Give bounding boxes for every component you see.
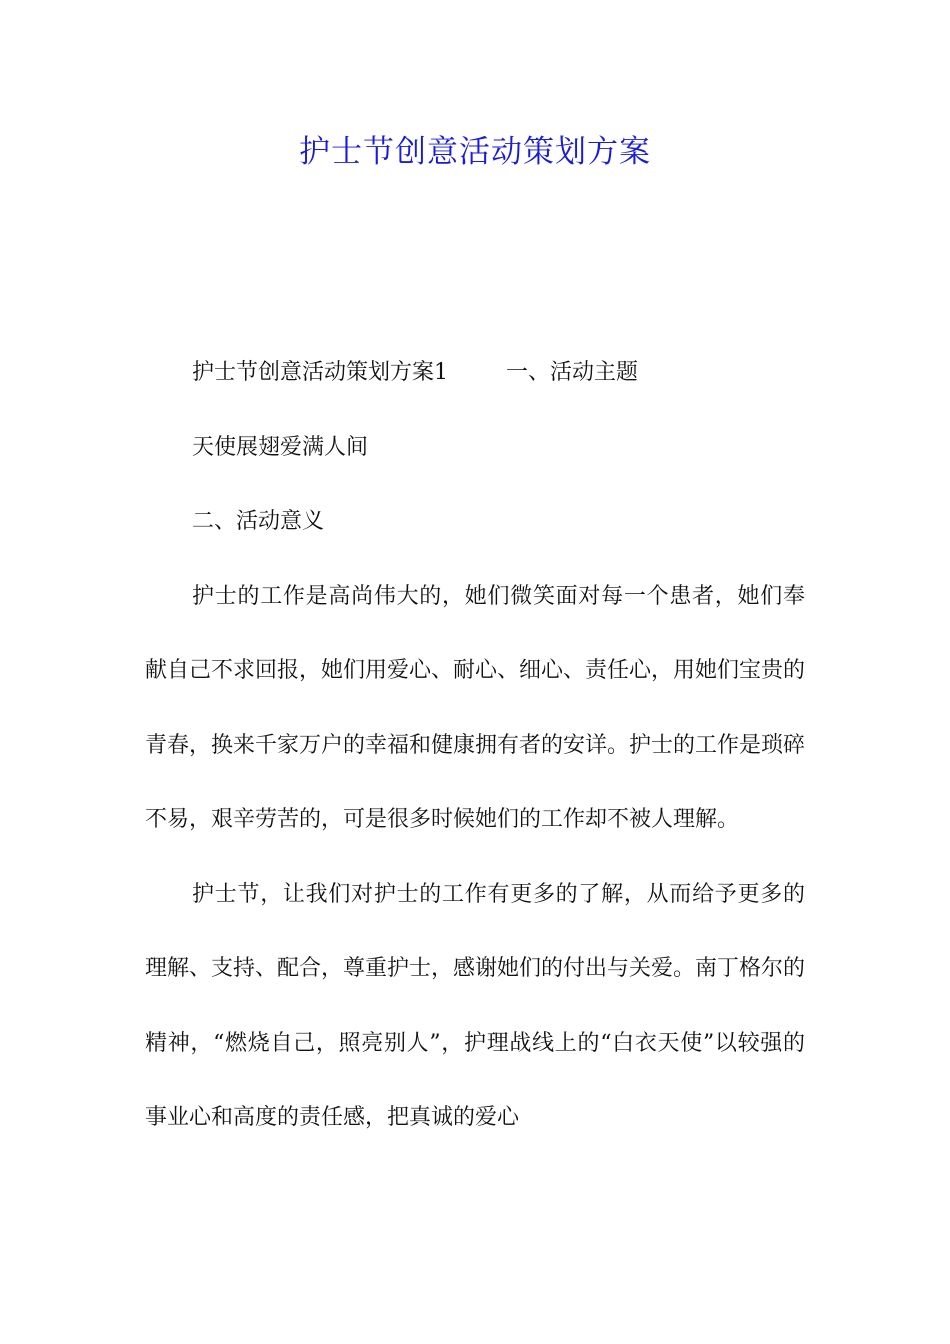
paragraph-2: 护士节，让我们对护士的工作有更多的了解，从而给予更多的理解、支持、配合，尊重护士，感谢她们的付出与关爱。南丁格尔的精神，“燃烧自己，照亮别人”，护理战线上的“白衣天使”以较强的事业心和高度的责任感，把真诚的爱心	[145, 881, 806, 1130]
document-title: 护士节创意活动策划方案	[299, 134, 651, 170]
section2-heading: 二、活动意义	[192, 509, 325, 534]
theme-text: 天使展翅爱满人间	[192, 434, 369, 460]
section1-heading: 一、活动主题	[506, 360, 639, 385]
paragraph-1: 护士的工作是高尚伟大的，她们微笑面对每一个患者，她们奉献自己不求回报，她们用爱心、耐心、细心、责任心，用她们宝贵的青春，换来千家万户的幸福和健康拥有者的安详。护士的工作是琐碎不易，艰辛劳苦的，可是很多时候她们的工作却不被人理解。	[145, 583, 806, 832]
document-body	[145, 336, 805, 1156]
heading-line	[145, 336, 805, 411]
plan-heading: 护士节创意活动策划方案1	[192, 360, 448, 385]
